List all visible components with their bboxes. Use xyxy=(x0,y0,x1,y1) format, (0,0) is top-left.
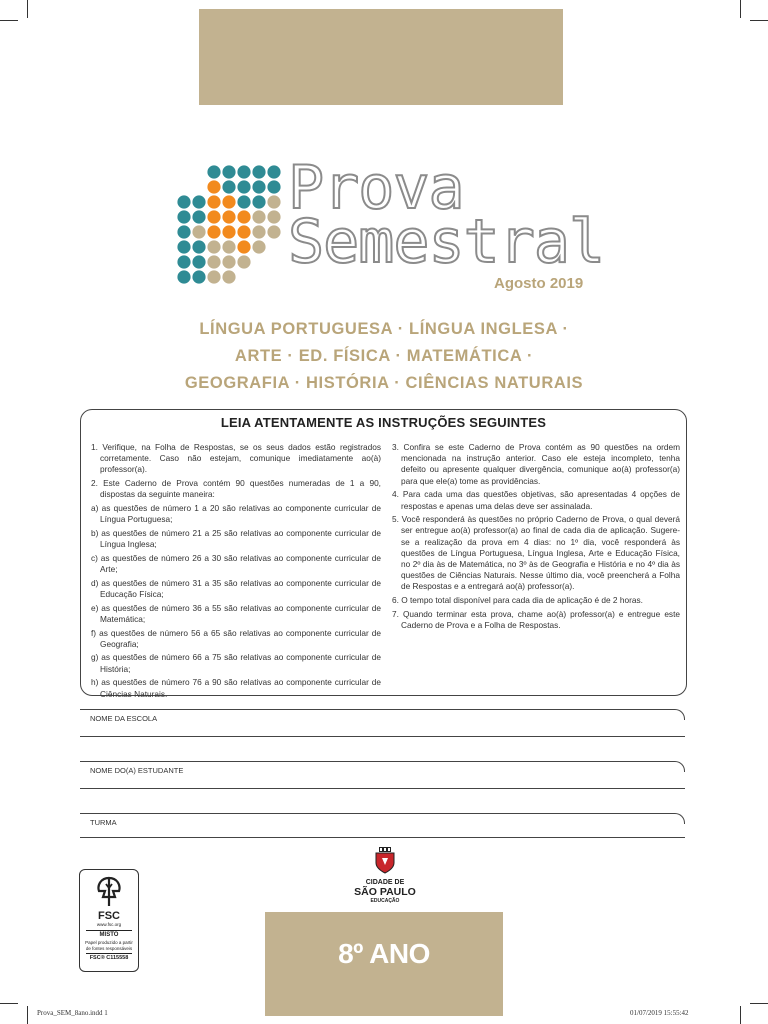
logo-dot xyxy=(252,165,265,178)
instructions-box xyxy=(80,409,687,699)
crop-mark xyxy=(740,1006,741,1024)
school-name-label: NOME DA ESCOLA xyxy=(90,714,158,723)
student-name-field[interactable] xyxy=(80,788,685,789)
instructions-heading: LEIA ATENTAMENTE AS INSTRUÇÕES SEGUINTES xyxy=(220,415,547,430)
logo-dot xyxy=(267,180,280,193)
instructions-right-column xyxy=(392,442,680,634)
logo-dot xyxy=(222,210,235,223)
city-department: EDUCAÇÃO xyxy=(370,898,400,904)
instruction-item: c) as questões de número 26 a 30 são relativas ao componente curricular de Arte; xyxy=(91,552,381,575)
logo-dot xyxy=(207,225,220,238)
print-slug-file: Prova_SEM_8ano.indd 1 xyxy=(37,1009,108,1017)
logo-dot xyxy=(237,255,250,268)
logo-dot xyxy=(222,195,235,208)
logo-dot xyxy=(177,270,190,283)
logo-dot xyxy=(222,165,235,178)
field-divider xyxy=(80,761,675,762)
instruction-item: g) as questões de número 66 a 75 são relativas ao componente curricular de História; xyxy=(91,652,381,674)
instruction-item: 7. Quando terminar esta prova, chame ao(à) professor(a) e entregue este Caderno de Prova e a Folha de Respostas. xyxy=(392,608,680,631)
logo-dot xyxy=(252,240,265,253)
logo-dot xyxy=(252,210,265,223)
logo-dot xyxy=(207,180,220,193)
crop-mark xyxy=(0,1003,18,1004)
logo-dot xyxy=(222,180,235,193)
logo-dot xyxy=(177,255,190,268)
logo-dot xyxy=(222,255,235,268)
fsc-certification-logo xyxy=(79,869,139,972)
city-prefix: CIDADE DE xyxy=(365,879,405,886)
instruction-item: h) as questões de número 76 a 90 são relativas ao componente curricular de Ciências Naturais. xyxy=(91,677,381,699)
instruction-item: 2. Este Caderno de Prova contém 90 questões numeradas de 1 a 90, dispostas da seguinte maneira: xyxy=(91,478,381,500)
field-divider xyxy=(80,813,675,814)
grade-label: 8º ANO xyxy=(338,938,430,969)
logo-dot xyxy=(177,240,190,253)
instruction-item: a) as questões de número 1 a 20 são relativas ao componente curricular de Língua Portuguesa; xyxy=(91,503,381,525)
city-name: SÃO PAULO xyxy=(354,886,416,898)
logo-dot xyxy=(237,225,250,238)
logo-dot xyxy=(237,180,250,193)
fsc-tree-icon xyxy=(89,875,129,909)
student-name-label: NOME DO(A) ESTUDANTE xyxy=(90,766,184,775)
instruction-item: 5. Você responderá às questões no próprio Caderno de Prova, o qual deverá ser entregue ao(à) professor(a) ao final de cada dia de aplicação. Sugere-se a realização da prova em 4 dias: no 1º dia, você responderá às questões de Língua Portuguesa, Língua Inglesa, Arte e Educação Física, no 2º dia às de Matemática, no 3º às de Geografia e História e no 4º dia às questões de Ciências Naturais. Nesse último dia, você preencherá a Folha de Respostas e a entregará ao(à) professor(a). xyxy=(392,514,680,592)
logo-dot xyxy=(222,270,235,283)
instruction-item: 4. Para cada uma das questões objetivas, são apresentadas 4 opções de respostas e apenas uma delas deve ser assinalada. xyxy=(392,489,680,511)
logo-dot xyxy=(252,225,265,238)
fsc-brand: FSC xyxy=(98,910,120,922)
logo-dot xyxy=(267,210,280,223)
grade-box xyxy=(265,912,503,1016)
logo-dot xyxy=(177,195,190,208)
logo-dot xyxy=(237,165,250,178)
student-info-fields xyxy=(80,709,685,838)
title-semestral: Semestral xyxy=(288,207,605,277)
logo-dot xyxy=(177,210,190,223)
instruction-item: f) as questões de número 56 a 65 são relativas ao componente curricular de Geografia; xyxy=(91,627,381,649)
instruction-item: b) as questões de número 21 a 25 são relativas ao componente curricular de Língua Inglesa; xyxy=(91,527,381,550)
instruction-item: 3. Confira se este Caderno de Prova contém as 90 questões na ordem mencionada na instrução anterior. Caso ele esteja incompleto, tenha defeito ou apresente qualquer divergência, comunique ao(à) professor(a) para que ele(a) tome as providências. xyxy=(392,442,680,486)
instruction-item: e) as questões de número 36 a 55 são relativas ao componente curricular de Matemática; xyxy=(91,602,381,624)
logo-dot xyxy=(192,210,205,223)
instructions-left-column xyxy=(91,442,381,702)
fsc-text: Papel produzido a partir de fontes responsáveis xyxy=(85,940,133,951)
city-coat-of-arms-icon xyxy=(372,846,398,874)
logo-dot xyxy=(192,270,205,283)
field-corner xyxy=(674,709,685,720)
logo-dot xyxy=(222,225,235,238)
logo-dot xyxy=(207,195,220,208)
crop-mark xyxy=(750,1003,768,1004)
logo-dot xyxy=(267,225,280,238)
fsc-type: MISTO xyxy=(99,932,119,938)
instruction-item: d) as questões de número 31 a 35 são relativas ao componente curricular de Educação Física; xyxy=(91,577,381,599)
title-prova: Prova xyxy=(288,153,464,223)
edition-date: Agosto 2019 xyxy=(494,275,584,292)
logo-dot xyxy=(267,195,280,208)
logo-dot xyxy=(222,240,235,253)
logo-dot xyxy=(207,165,220,178)
fsc-site: www.fsc.org xyxy=(96,922,122,927)
logo-dot xyxy=(177,225,190,238)
logo-dot xyxy=(192,255,205,268)
subjects-line-1: LÍNGUA PORTUGUESA · LÍNGUA INGLESA · xyxy=(199,320,569,338)
logo-dot xyxy=(252,195,265,208)
logo-dot xyxy=(237,195,250,208)
subjects-line-2: ARTE · ED. FÍSICA · MATEMÁTICA · xyxy=(234,347,534,365)
crop-mark xyxy=(27,1006,28,1024)
class-field[interactable] xyxy=(80,837,685,838)
class-label: TURMA xyxy=(90,818,117,827)
sao-paulo-city-logo xyxy=(352,846,418,904)
logo-dot xyxy=(252,180,265,193)
field-top-border xyxy=(80,709,675,710)
fsc-code: FSC® C115558 xyxy=(89,955,129,961)
school-name-field[interactable] xyxy=(80,736,685,737)
logo-dot xyxy=(237,210,250,223)
logo-dot xyxy=(207,240,220,253)
logo-dot xyxy=(192,240,205,253)
logo-dot xyxy=(207,210,220,223)
instruction-item: 1. Verifique, na Folha de Respostas, se os seus dados estão registrados corretamente. Caso não estejam, comunique imediatamente ao(à) professor(a). xyxy=(91,442,381,475)
logo-dot xyxy=(192,195,205,208)
instruction-item: 6. O tempo total disponível para cada dia de aplicação é de 2 horas. xyxy=(392,595,643,606)
logo-dot xyxy=(207,270,220,283)
logo-dot xyxy=(192,225,205,238)
print-slug-datetime: 01/07/2019 15:55:42 xyxy=(630,1009,689,1017)
logo-dot xyxy=(267,165,280,178)
field-corner xyxy=(674,813,685,824)
logo-dot xyxy=(237,240,250,253)
subjects-line-3: GEOGRAFIA · HISTÓRIA · CIÊNCIAS NATURAIS xyxy=(184,374,584,392)
field-corner xyxy=(674,761,685,772)
logo-dot xyxy=(207,255,220,268)
